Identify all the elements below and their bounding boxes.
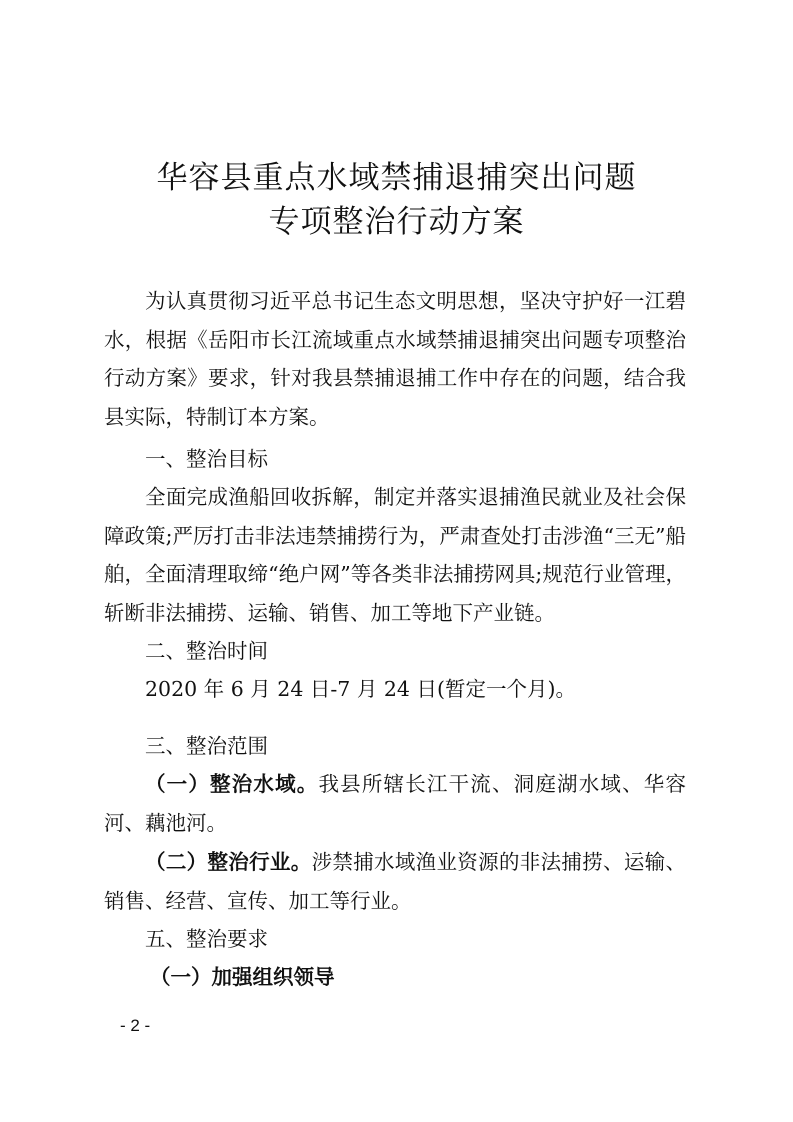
- intro-paragraph: 为认真贯彻习近平总书记生态文明思想，坚决守护好一江碧水，根据《岳阳市长江流域重点水域禁捕退捕突出问题专项整治行动方案》要求，针对我县禁捕退捕工作中存在的问题，结合我县实际，特制订本方案。: [104, 289, 686, 429]
- scope-item-2: [104, 843, 686, 920]
- section-heading-scope: 三、整治范围: [145, 734, 268, 758]
- document-title-line-1: 华容县重点水域禁捕退捕突出问题: [156, 160, 637, 196]
- section-heading-time: 二、整治时间: [145, 639, 268, 663]
- time-paragraph: 2020 年 6 月 24 日-7 月 24 日(暂定一个月)。: [145, 677, 576, 701]
- requirement-item-1: （一）加强组织领导: [150, 965, 335, 989]
- scope-item-2-label: （二）整治行业。: [145, 850, 312, 874]
- page-number: - 2 -: [120, 1016, 151, 1035]
- scope-item-2-text: 涉禁捕水域渔业资源的非法捕捞、运输、销售、经营、宣传、加工等行业。: [104, 850, 687, 913]
- section-heading-goal: 一、整治目标: [145, 447, 268, 471]
- document-title-line-2: 专项整治行动方案: [268, 204, 525, 240]
- goal-paragraph: 全面完成渔船回收拆解，制定并落实退捕渔民就业及社会保障政策;严厉打击非法违禁捕捞行为，严肃查处打击涉渔“三无”船舶，全面清理取缔“绝户网”等各类非法捕捞网具;规范行业管理，斩断非法捕捞、运输、销售、加工等地下产业链。: [104, 485, 686, 625]
- scope-item-1: [104, 765, 686, 842]
- scope-item-1-label: （一）整治水域。: [145, 772, 319, 796]
- section-heading-requirements: 五、整治要求: [145, 927, 268, 951]
- scope-item-1-text: 我县所辖长江干流、洞庭湖水域、华容河、藕池河。: [104, 772, 686, 835]
